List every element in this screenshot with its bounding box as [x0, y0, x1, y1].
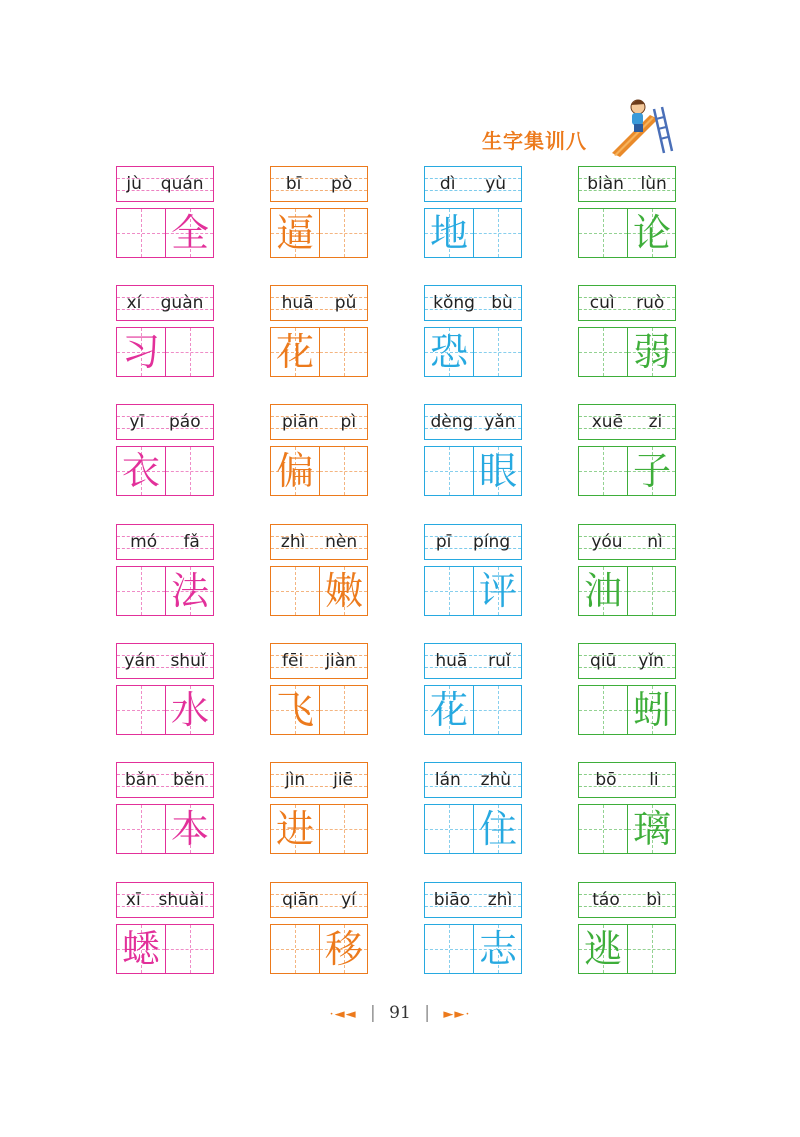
writing-square[interactable]: [579, 447, 627, 495]
writing-square[interactable]: [627, 447, 675, 495]
pinyin-syllable: zi: [648, 412, 663, 432]
hanzi-character: 志: [478, 927, 517, 971]
pinyin-syllable: jìn: [284, 770, 306, 790]
pinyin-syllable: pì: [340, 412, 357, 432]
writing-square[interactable]: [627, 328, 675, 376]
practice-card: [270, 643, 368, 735]
pinyin-box: [116, 762, 214, 798]
hanzi-box: [270, 327, 368, 377]
hanzi-character: 恐: [429, 330, 468, 374]
pinyin-box: [424, 643, 522, 679]
hanzi-character: 水: [170, 688, 209, 732]
pinyin-box: [578, 524, 676, 560]
hanzi-character: 子: [632, 449, 671, 493]
hanzi-box: [424, 924, 522, 974]
hanzi-character: [579, 805, 627, 853]
pinyin-syllable: lán: [434, 770, 461, 790]
writing-square[interactable]: [165, 925, 213, 973]
pinyin-syllable: yù: [485, 174, 507, 194]
pinyin-syllable: huā: [281, 293, 314, 313]
practice-card: [424, 643, 522, 735]
hanzi-box: [116, 924, 214, 974]
pinyin-syllable: yǐn: [638, 651, 664, 671]
practice-card: [424, 404, 522, 496]
writing-square[interactable]: [117, 447, 165, 495]
hanzi-box: [270, 208, 368, 258]
practice-card: [578, 524, 676, 616]
hanzi-box: [270, 446, 368, 496]
hanzi-character: [425, 447, 473, 495]
pinyin-syllable: kǒng: [433, 293, 475, 313]
pinyin-syllable: jù: [126, 174, 142, 194]
pinyin-syllable: táo: [592, 890, 620, 910]
pinyin-syllable: píng: [473, 532, 511, 552]
hanzi-character: [117, 209, 165, 257]
practice-card: [116, 643, 214, 735]
hanzi-character: 全: [170, 211, 209, 255]
pinyin-syllable: bì: [646, 890, 662, 910]
hanzi-character: [117, 805, 165, 853]
writing-square[interactable]: [271, 567, 319, 615]
writing-square[interactable]: [271, 209, 319, 257]
pinyin-syllable: fǎ: [183, 532, 200, 552]
pinyin-syllable: yí: [341, 890, 356, 910]
hanzi-box: [424, 327, 522, 377]
pinyin-box: [424, 404, 522, 440]
hanzi-character: 进: [275, 807, 314, 851]
pinyin-box: [578, 285, 676, 321]
writing-square[interactable]: [627, 567, 675, 615]
pinyin-box: [116, 404, 214, 440]
hanzi-box: [116, 327, 214, 377]
practice-card: [270, 524, 368, 616]
writing-square[interactable]: [473, 925, 521, 973]
hanzi-box: [578, 685, 676, 735]
practice-card: [116, 166, 214, 258]
writing-square[interactable]: [165, 328, 213, 376]
writing-square[interactable]: [271, 686, 319, 734]
pinyin-syllable: fēi: [282, 651, 304, 671]
practice-card: [424, 762, 522, 854]
practice-card: [270, 166, 368, 258]
pinyin-syllable: yǎn: [484, 412, 516, 432]
hanzi-character: [579, 447, 627, 495]
hanzi-character: 逃: [583, 927, 622, 971]
practice-card: [270, 404, 368, 496]
writing-square[interactable]: [579, 925, 627, 973]
hanzi-box: [578, 208, 676, 258]
writing-square[interactable]: [425, 805, 473, 853]
writing-square[interactable]: [165, 567, 213, 615]
divider: |: [424, 1003, 430, 1023]
pinyin-syllable: mó: [130, 532, 158, 552]
pinyin-box: [270, 762, 368, 798]
hanzi-character: [271, 567, 319, 615]
hanzi-box: [116, 446, 214, 496]
hanzi-character: 衣: [121, 449, 160, 493]
pinyin-box: [116, 643, 214, 679]
hanzi-box: [424, 685, 522, 735]
hanzi-character: 逼: [275, 211, 314, 255]
practice-card: [116, 285, 214, 377]
pinyin-syllable: dèng: [430, 412, 474, 432]
writing-square[interactable]: [319, 925, 367, 973]
practice-card: [116, 524, 214, 616]
pinyin-syllable: běn: [172, 770, 205, 790]
hanzi-character: [425, 567, 473, 615]
hanzi-character: 嫩: [324, 569, 363, 613]
pinyin-syllable: cuì: [589, 293, 615, 313]
practice-card: [578, 643, 676, 735]
hanzi-box: [578, 804, 676, 854]
writing-square[interactable]: [165, 447, 213, 495]
writing-square[interactable]: [319, 805, 367, 853]
hanzi-character: 弱: [632, 330, 671, 374]
hanzi-character: [474, 686, 522, 734]
hanzi-character: 飞: [275, 688, 314, 732]
hanzi-character: 移: [324, 927, 363, 971]
writing-square[interactable]: [473, 209, 521, 257]
hanzi-character: [271, 925, 319, 973]
writing-square[interactable]: [319, 686, 367, 734]
pinyin-syllable: li: [649, 770, 659, 790]
writing-square[interactable]: [319, 328, 367, 376]
writing-square[interactable]: [579, 686, 627, 734]
pinyin-box: [578, 643, 676, 679]
practice-card: [116, 404, 214, 496]
pinyin-syllable: bō: [595, 770, 617, 790]
child-on-slide-illustration: [604, 95, 676, 157]
hanzi-character: [320, 686, 368, 734]
pinyin-box: [270, 404, 368, 440]
pinyin-box: [424, 285, 522, 321]
writing-square[interactable]: [579, 805, 627, 853]
hanzi-box: [424, 446, 522, 496]
pinyin-box: [578, 882, 676, 918]
practice-card: [578, 285, 676, 377]
pinyin-syllable: huā: [435, 651, 468, 671]
hanzi-box: [116, 685, 214, 735]
pinyin-syllable: bǎn: [124, 770, 157, 790]
practice-card: [578, 404, 676, 496]
pinyin-syllable: zhì: [487, 890, 513, 910]
pinyin-syllable: pī: [435, 532, 452, 552]
pinyin-box: [424, 166, 522, 202]
pinyin-syllable: páo: [168, 412, 201, 432]
hanzi-character: [579, 328, 627, 376]
pinyin-syllable: quán: [160, 174, 204, 194]
hanzi-character: 住: [478, 807, 517, 851]
hanzi-character: [320, 805, 368, 853]
pinyin-syllable: bī: [285, 174, 302, 194]
writing-square[interactable]: [425, 209, 473, 257]
practice-card: [578, 166, 676, 258]
next-arrows[interactable]: ►►·: [443, 1007, 471, 1022]
pinyin-syllable: jiàn: [325, 651, 356, 671]
writing-square[interactable]: [579, 567, 627, 615]
practice-card: [424, 524, 522, 616]
pinyin-box: [270, 166, 368, 202]
hanzi-character: [117, 567, 165, 615]
worksheet-title: 生字集训八: [482, 129, 587, 153]
hanzi-character: 评: [478, 569, 517, 613]
pinyin-syllable: qiān: [282, 890, 319, 910]
writing-square[interactable]: [319, 209, 367, 257]
pinyin-box: [116, 166, 214, 202]
hanzi-box: [578, 446, 676, 496]
pinyin-syllable: xuē: [591, 412, 624, 432]
writing-square[interactable]: [271, 447, 319, 495]
hanzi-character: 油: [583, 569, 622, 613]
writing-square[interactable]: [473, 567, 521, 615]
writing-square[interactable]: [117, 686, 165, 734]
writing-square[interactable]: [473, 447, 521, 495]
hanzi-character: 花: [275, 330, 314, 374]
hanzi-character: [579, 686, 627, 734]
writing-square[interactable]: [473, 805, 521, 853]
pinyin-syllable: nì: [647, 532, 663, 552]
pinyin-box: [578, 166, 676, 202]
hanzi-character: 本: [170, 807, 209, 851]
page-number: 91: [389, 1003, 411, 1023]
writing-square[interactable]: [425, 447, 473, 495]
hanzi-box: [424, 804, 522, 854]
writing-square[interactable]: [271, 805, 319, 853]
hanzi-character: 法: [170, 569, 209, 613]
hanzi-box: [578, 924, 676, 974]
writing-square[interactable]: [627, 925, 675, 973]
hanzi-character: 地: [429, 211, 468, 255]
pinyin-syllable: xí: [126, 293, 142, 313]
writing-square[interactable]: [271, 925, 319, 973]
writing-square[interactable]: [425, 686, 473, 734]
hanzi-box: [578, 566, 676, 616]
writing-square[interactable]: [117, 567, 165, 615]
practice-card: [424, 882, 522, 974]
practice-card: [270, 882, 368, 974]
writing-square[interactable]: [117, 925, 165, 973]
pinyin-syllable: ruǐ: [488, 651, 511, 671]
practice-card: [270, 285, 368, 377]
hanzi-character: [628, 567, 676, 615]
hanzi-box: [424, 208, 522, 258]
practice-card: [116, 762, 214, 854]
hanzi-character: [474, 328, 522, 376]
pinyin-syllable: lùn: [640, 174, 667, 194]
pinyin-syllable: yī: [129, 412, 145, 432]
writing-square[interactable]: [117, 805, 165, 853]
hanzi-character: [425, 805, 473, 853]
writing-square[interactable]: [271, 328, 319, 376]
writing-square[interactable]: [425, 925, 473, 973]
hanzi-character: 璃: [632, 807, 671, 851]
hanzi-box: [270, 566, 368, 616]
hanzi-character: [425, 925, 473, 973]
pinyin-syllable: yóu: [591, 532, 623, 552]
hanzi-character: 花: [429, 688, 468, 732]
pinyin-box: [270, 882, 368, 918]
pinyin-syllable: pò: [330, 174, 353, 194]
hanzi-character: 眼: [478, 449, 517, 493]
writing-square[interactable]: [627, 209, 675, 257]
writing-square[interactable]: [425, 567, 473, 615]
pinyin-syllable: ruò: [636, 293, 665, 313]
pinyin-box: [270, 524, 368, 560]
pinyin-syllable: piān: [281, 412, 319, 432]
pinyin-box: [424, 762, 522, 798]
pinyin-box: [424, 524, 522, 560]
writing-square[interactable]: [579, 328, 627, 376]
hanzi-box: [270, 924, 368, 974]
pinyin-syllable: dì: [439, 174, 456, 194]
writing-square[interactable]: [319, 447, 367, 495]
writing-square[interactable]: [627, 805, 675, 853]
pinyin-syllable: zhù: [480, 770, 512, 790]
practice-card: [270, 762, 368, 854]
pinyin-box: [270, 643, 368, 679]
pinyin-syllable: zhì: [280, 532, 306, 552]
writing-square[interactable]: [579, 209, 627, 257]
practice-card: [578, 762, 676, 854]
hanzi-box: [424, 566, 522, 616]
pinyin-syllable: biāo: [433, 890, 471, 910]
practice-card: [424, 285, 522, 377]
pinyin-box: [578, 762, 676, 798]
hanzi-character: [117, 686, 165, 734]
hanzi-character: [320, 447, 368, 495]
pinyin-syllable: shuǐ: [170, 651, 206, 671]
pinyin-box: [578, 404, 676, 440]
hanzi-character: 蟋: [121, 927, 160, 971]
writing-square[interactable]: [627, 686, 675, 734]
hanzi-character: [166, 447, 214, 495]
pinyin-syllable: nèn: [325, 532, 358, 552]
divider: |: [370, 1003, 376, 1023]
hanzi-character: 蚓: [632, 688, 671, 732]
writing-square[interactable]: [165, 686, 213, 734]
hanzi-character: [320, 209, 368, 257]
pinyin-syllable: bù: [491, 293, 513, 313]
pinyin-syllable: jiē: [333, 770, 354, 790]
pinyin-syllable: qiū: [590, 651, 617, 671]
hanzi-character: [166, 925, 214, 973]
hanzi-character: 偏: [275, 449, 314, 493]
writing-square[interactable]: [165, 805, 213, 853]
pinyin-box: [116, 524, 214, 560]
pinyin-box: [270, 285, 368, 321]
pinyin-syllable: biàn: [587, 174, 624, 194]
page-footer: [0, 1003, 800, 1023]
writing-square[interactable]: [319, 567, 367, 615]
hanzi-character: 论: [632, 211, 671, 255]
practice-card: [424, 166, 522, 258]
hanzi-box: [270, 804, 368, 854]
writing-square[interactable]: [165, 209, 213, 257]
pinyin-syllable: yán: [124, 651, 156, 671]
pinyin-syllable: pǔ: [334, 293, 357, 313]
pinyin-syllable: shuài: [158, 890, 205, 910]
hanzi-character: [474, 209, 522, 257]
pinyin-box: [116, 285, 214, 321]
previous-arrows[interactable]: ·◄◄: [329, 1007, 357, 1022]
writing-square[interactable]: [117, 328, 165, 376]
hanzi-box: [578, 327, 676, 377]
hanzi-box: [116, 208, 214, 258]
hanzi-box: [116, 566, 214, 616]
hanzi-character: [579, 209, 627, 257]
pinyin-syllable: guàn: [160, 293, 204, 313]
practice-card: [578, 882, 676, 974]
hanzi-character: 习: [121, 330, 160, 374]
writing-square[interactable]: [473, 328, 521, 376]
hanzi-character: [628, 925, 676, 973]
hanzi-box: [270, 685, 368, 735]
practice-card: [116, 882, 214, 974]
writing-square[interactable]: [425, 328, 473, 376]
hanzi-character: [166, 328, 214, 376]
writing-square[interactable]: [117, 209, 165, 257]
pinyin-box: [424, 882, 522, 918]
hanzi-character: [320, 328, 368, 376]
pinyin-box: [116, 882, 214, 918]
writing-square[interactable]: [473, 686, 521, 734]
pinyin-syllable: xī: [125, 890, 141, 910]
hanzi-box: [116, 804, 214, 854]
